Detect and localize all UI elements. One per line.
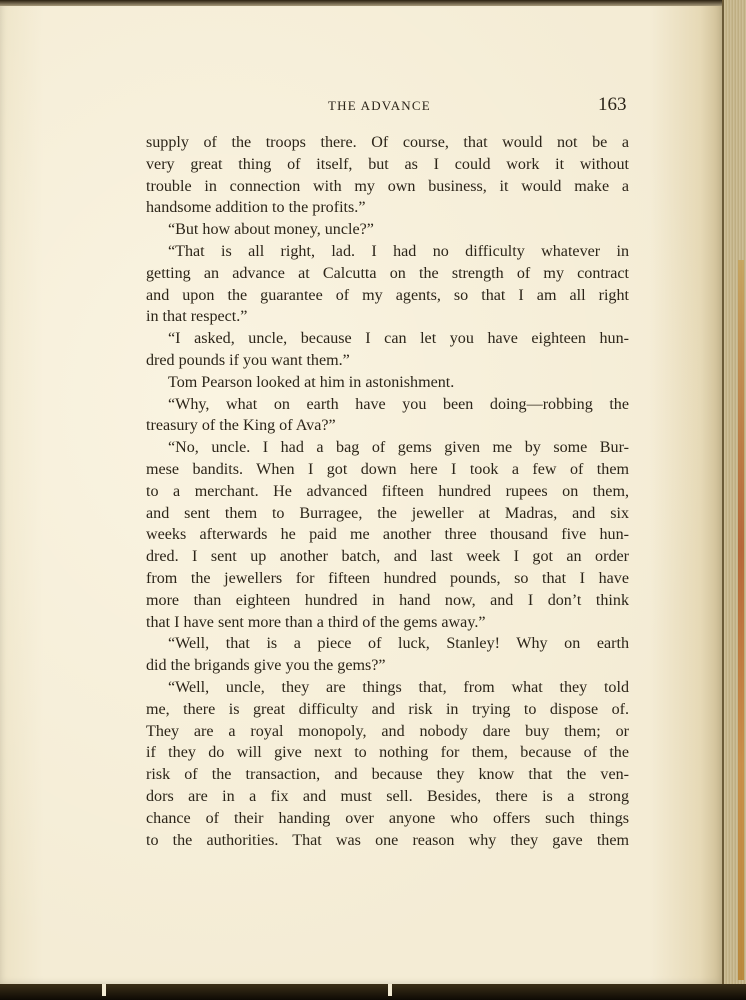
text-line: “I asked, uncle, because I can let you have eighteen hun-	[168, 330, 629, 348]
text-line: handsome addition to the profits.”	[146, 199, 366, 217]
text-line: to the authorities. That was one reason why they gave them	[146, 831, 629, 849]
text-line: dors are in a fix and must sell. Besides, there is a strong	[146, 787, 629, 805]
page-fore-edge	[722, 0, 746, 1000]
page-header	[0, 94, 722, 118]
text-line: “But how about money, uncle?”	[168, 221, 374, 239]
text-line: getting an advance at Calcutta on the strength of my contract	[146, 264, 629, 282]
edge-nick	[102, 984, 106, 996]
book-page	[0, 6, 722, 990]
text-line: mese bandits. When I got down here I took a few of them	[146, 460, 629, 478]
text-line: treasury of the King of Ava?”	[146, 417, 336, 435]
text-line: in that respect.”	[146, 308, 248, 326]
text-line: risk of the transaction, and because they know that the ven-	[146, 766, 629, 784]
text-line: to a merchant. He advanced fifteen hundred rupees on them,	[146, 482, 629, 500]
text-line: very great thing of itself, but as I could work it without	[146, 155, 629, 173]
text-line: did the brigands give you the gems?”	[146, 657, 386, 675]
text-line: “No, uncle. I had a bag of gems given me by some Bur-	[168, 439, 629, 457]
text-line: from the jewellers for fifteen hundred pounds, so that I have	[146, 569, 629, 587]
page-number: 163	[598, 94, 627, 115]
text-line: if they do will give next to nothing for them, because of the	[146, 744, 629, 762]
body-text	[146, 132, 629, 851]
text-line: weeks afterwards he paid me another three thousand five hun-	[146, 526, 629, 544]
text-line: They are a royal monopoly, and nobody dare buy them; or	[146, 722, 629, 740]
text-line: dred pounds if you want them.”	[146, 351, 350, 369]
text-line: and sent them to Burragee, the jeweller at Madras, and six	[146, 504, 629, 522]
text-line: “Well, uncle, they are things that, from what they told	[168, 678, 629, 696]
running-head: THE ADVANCE	[328, 98, 431, 113]
text-line: “That is all right, lad. I had no difficulty whatever in	[168, 242, 629, 260]
text-line: me, there is great difficulty and risk in trying to dispose of.	[146, 700, 629, 718]
text-line: and upon the guarantee of my agents, so that I am all right	[146, 286, 629, 304]
text-line: Tom Pearson looked at him in astonishment.	[168, 373, 455, 391]
text-line: trouble in connection with my own business, it would make a	[146, 177, 629, 195]
text-line: “Why, what on earth have you been doing—robbing the	[168, 395, 629, 413]
text-line: chance of their handing over anyone who offers such things	[146, 809, 629, 827]
text-line: “Well, that is a piece of luck, Stanley! Why on earth	[168, 635, 629, 653]
text-line: dred. I sent up another batch, and last week I got an order	[146, 548, 629, 566]
text-line: supply of the troops there. Of course, that would not be a	[146, 134, 629, 151]
edge-nick	[388, 984, 392, 996]
fore-edge-stain	[738, 260, 744, 980]
text-line: that I have sent more than a third of the gems away.”	[146, 613, 486, 631]
book-bottom-edge	[0, 984, 746, 1000]
text-line: more than eighteen hundred in hand now, and I don’t think	[146, 591, 629, 609]
